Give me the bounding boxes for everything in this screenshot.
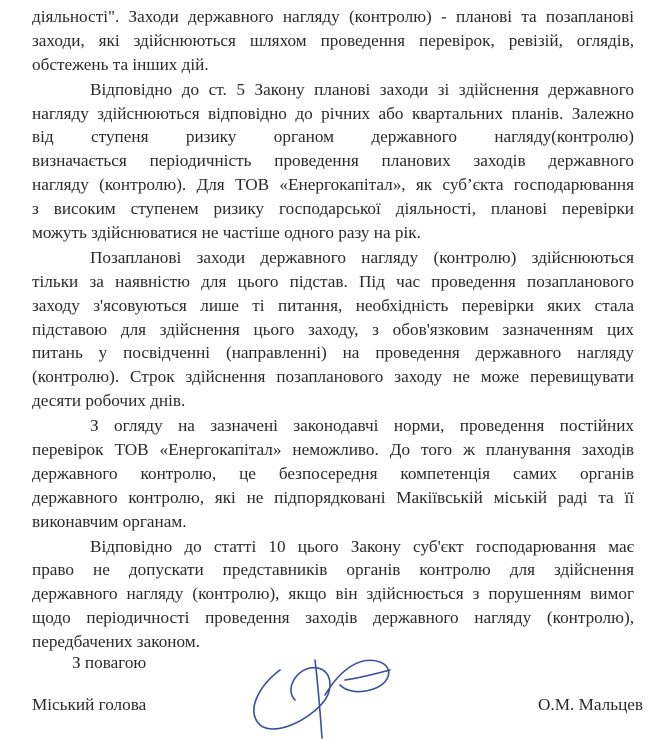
text-line: обстежень та інших дій. xyxy=(32,54,209,74)
text-line: діяльності". Заходи державного нагляду (контролю) - планові та позапланові xyxy=(32,7,634,26)
text-line: підставою для здійснення цього заходу, з обов'язковим зазначенням цих xyxy=(32,319,634,339)
text-line: передбачених законом. xyxy=(32,632,200,652)
text-line: державного контролю, це безпосередня компетенція самих органів xyxy=(32,463,634,483)
text-line: від ступеня ризику органом державного нагляду(контролю) xyxy=(32,127,634,147)
paragraph xyxy=(32,5,634,77)
text-line: Відповідно до статті 10 цього Закону суб'єкт господарювання має xyxy=(90,536,634,556)
paragraph xyxy=(32,78,634,245)
text-line: питань у посвідченні (направленні) на проведення державного нагляду xyxy=(32,343,634,363)
text-line: державного контролю, які не підпорядковані Макіївській міській раді та її xyxy=(32,487,634,507)
text-line: право не допускати представників органів контролю для здійснення xyxy=(32,560,634,580)
text-line: щодо періодичності проведення заходів державного нагляду (контролю), xyxy=(32,608,634,628)
text-line: заходу з'ясовуються лише ті питання, необхідність перевірки яких стала xyxy=(32,295,634,315)
text-line: виконавчим органам. xyxy=(32,511,187,531)
text-line: З огляду на зазначені законодавчі норми, проведення постійних xyxy=(90,416,634,436)
text-line: перевірок ТОВ «Енергокапітал» неможливо. До того ж планування заходів xyxy=(32,440,634,460)
paragraph xyxy=(32,246,634,413)
text-line: нагляду здійснюються відповідно до річних або квартальних планів. Залежно xyxy=(32,103,634,123)
paragraph xyxy=(32,535,634,654)
text-line: визначається періодичність проведення планових заходів державного xyxy=(32,151,634,171)
text-line: з високим ступенем ризику господарської діяльності, планові перевірки xyxy=(32,199,634,219)
text-line: нагляду (контролю). Для ТОВ «Енергокапітал», як суб’єкта господарювання xyxy=(32,175,634,195)
text-line: (контролю). Строк здійснення позапланового заходу не може перевищувати xyxy=(32,367,634,387)
letter-body xyxy=(32,5,634,655)
text-line: десяти робочих днів. xyxy=(32,391,186,411)
text-line: тільки за наявністю для цього підстав. Під час проведення позапланового xyxy=(32,271,634,291)
text-line: заходи, які здійснюються шляхом проведення перевірок, ревізій, оглядів, xyxy=(32,30,634,50)
text-line: Відповідно до ст. 5 Закону планові заходи зі здійснення державного xyxy=(90,79,634,99)
signatory-title: Міський голова xyxy=(32,695,147,714)
text-line: державного нагляду (контролю), якщо він здійснюється з порушенням вимог xyxy=(32,584,634,604)
text-line: можуть здійснюватися не частіше одного разу на рік. xyxy=(32,223,421,243)
closing-phrase: З повагою xyxy=(72,653,147,672)
paragraph xyxy=(32,414,634,533)
signatory-name: О.М. Мальцев xyxy=(538,695,644,714)
handwritten-signature xyxy=(240,640,410,740)
text-line: Позапланові заходи державного нагляду (контролю) здійснюються xyxy=(90,247,634,267)
